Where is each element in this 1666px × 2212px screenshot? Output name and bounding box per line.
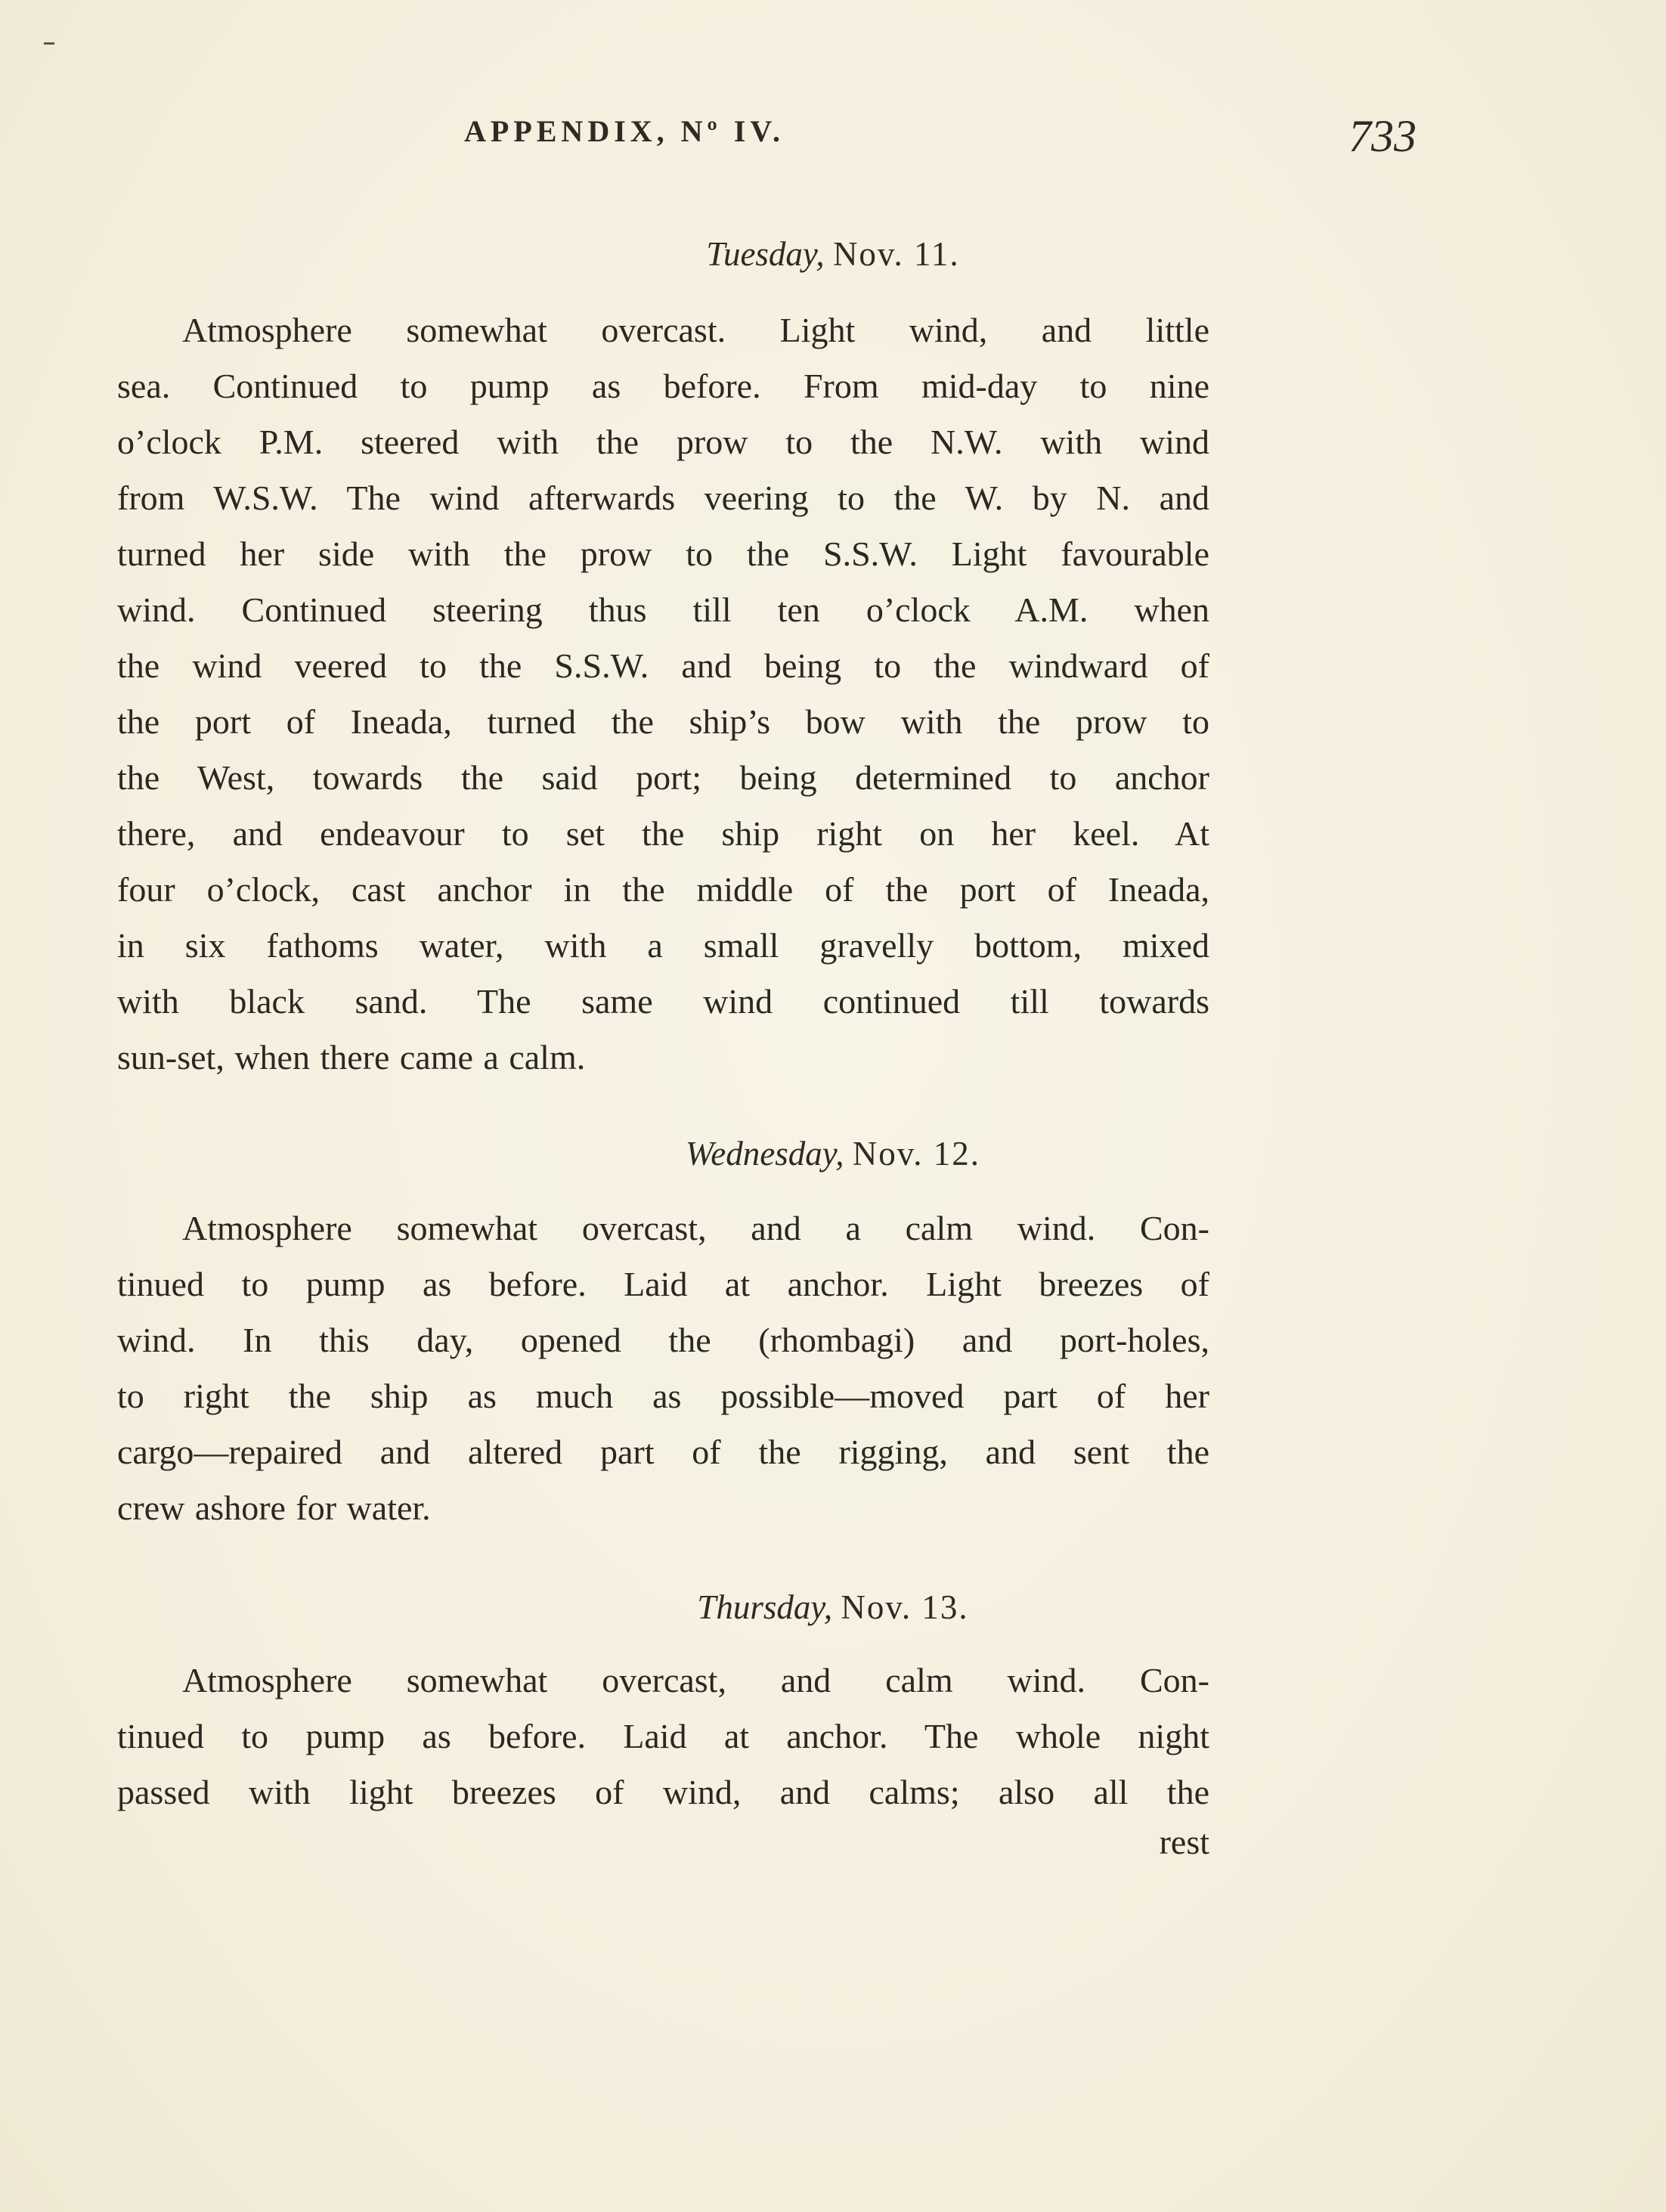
catchword: rest <box>1159 1823 1209 1861</box>
text-line: the wind veered to the S.S.W. and being to the windward of <box>117 646 1209 685</box>
text-line: the West, towards the said port; being determined to anchor <box>117 758 1209 797</box>
entry-date: Nov. 13. <box>841 1588 969 1626</box>
entry-paragraph <box>117 1200 1209 1536</box>
text-line: sun-set, when there came a calm. <box>117 1038 586 1077</box>
entry-paragraph <box>117 1653 1209 1820</box>
text-line: the port of Ineada, turned the ship’s bow with the prow to <box>117 702 1209 741</box>
text-line: turned her side with the prow to the S.S.W. Light favourable <box>117 534 1209 573</box>
text-line: four o’clock, cast anchor in the middle of the port of Ineada, <box>117 870 1209 909</box>
text-line: to right the ship as much as possible—moved part of her <box>117 1377 1209 1415</box>
text-line: there, and endeavour to set the ship right on her keel. At <box>117 814 1209 853</box>
entry-heading <box>0 1134 1666 1173</box>
entry-day: Tuesday, <box>706 235 825 273</box>
text-line: in six fathoms water, with a small gravelly bottom, mixed <box>117 926 1209 965</box>
page-mark <box>44 42 54 45</box>
running-head: APPENDIX, Nº IV. <box>464 114 785 148</box>
text-line: tinued to pump as before. Laid at anchor. The whole night <box>117 1717 1209 1755</box>
text-line: Atmosphere somewhat overcast. Light wind, and little <box>182 311 1209 349</box>
text-line: with black sand. The same wind continued till towards <box>117 982 1209 1021</box>
text-line: tinued to pump as before. Laid at anchor. Light breezes of <box>117 1265 1209 1303</box>
text-line: wind. In this day, opened the (rhombagi) and port-holes, <box>117 1321 1209 1359</box>
entry-date: Nov. 12. <box>852 1135 981 1173</box>
text-line: sea. Continued to pump as before. From mid-day to nine <box>117 367 1209 405</box>
text-line: crew ashore for water. <box>117 1489 431 1527</box>
text-line: o’clock P.M. steered with the prow to the N.W. with wind <box>117 423 1209 461</box>
text-line: wind. Continued steering thus till ten o’clock A.M. when <box>117 590 1209 629</box>
entry-day: Wednesday, <box>685 1135 844 1173</box>
entry-heading <box>0 234 1666 274</box>
text-line: Atmosphere somewhat overcast, and calm wind. Con- <box>182 1661 1209 1699</box>
entry-day: Thursday, <box>697 1588 833 1626</box>
text-line: from W.S.W. The wind afterwards veering to the W. by N. and <box>117 479 1209 517</box>
entry-paragraph <box>117 302 1209 1086</box>
text-line: Atmosphere somewhat overcast, and a calm wind. Con- <box>182 1209 1209 1247</box>
text-line: passed with light breezes of wind, and calms; also all the <box>117 1773 1209 1811</box>
text-line: cargo—repaired and altered part of the rigging, and sent the <box>117 1433 1209 1471</box>
page-number: 733 <box>1349 111 1417 161</box>
entry-heading <box>0 1588 1666 1627</box>
entry-date: Nov. 11. <box>832 235 960 273</box>
